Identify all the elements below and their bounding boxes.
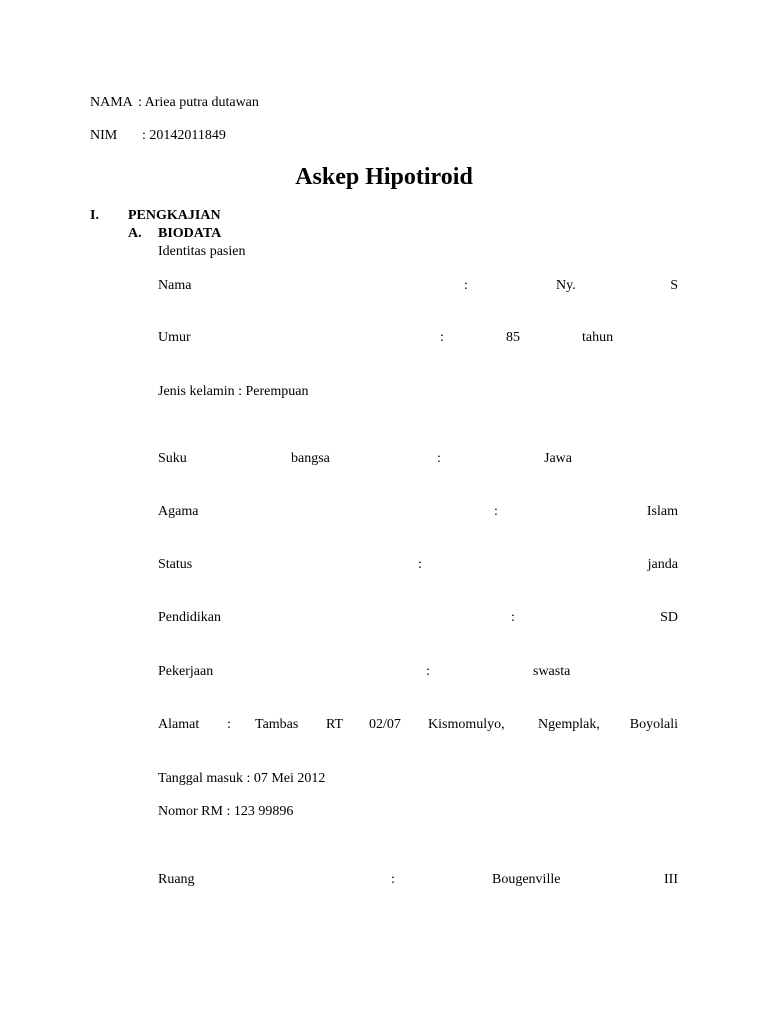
field-nama bbox=[158, 279, 678, 295]
field-value-2: III bbox=[664, 872, 678, 887]
field-label: Agama bbox=[158, 504, 199, 519]
subsection-number: A. bbox=[128, 226, 142, 241]
field-label: Ruang bbox=[158, 872, 195, 887]
field-label-2: bangsa bbox=[291, 451, 330, 466]
field-value: Ny. bbox=[556, 278, 576, 293]
field-agama bbox=[158, 505, 678, 521]
field-value: janda bbox=[647, 557, 678, 572]
student-id-label: NIM bbox=[90, 128, 118, 143]
field-nomor-rm bbox=[158, 805, 678, 821]
field-label: Suku bbox=[158, 451, 187, 466]
field-label: Nama bbox=[158, 278, 192, 293]
field-umur bbox=[158, 331, 678, 347]
address-word: Ngemplak, bbox=[538, 717, 600, 732]
field-value: 85 bbox=[506, 330, 520, 345]
field-separator: : bbox=[511, 610, 515, 625]
address-word: 02/07 bbox=[369, 717, 401, 732]
field-text: Tanggal masuk : 07 Mei 2012 bbox=[158, 771, 326, 786]
field-value-2: S bbox=[670, 278, 678, 293]
address-word: Tambas bbox=[255, 717, 299, 732]
address-word: RT bbox=[326, 717, 344, 732]
field-ruang bbox=[158, 873, 678, 889]
student-name-label: NAMA bbox=[90, 95, 133, 110]
student-id-value: : 20142011849 bbox=[142, 128, 226, 143]
section-number: I. bbox=[90, 208, 99, 223]
field-status bbox=[158, 558, 678, 574]
field-alamat bbox=[158, 718, 678, 734]
field-text: Jenis kelamin : Perempuan bbox=[158, 384, 309, 399]
field-label: Pekerjaan bbox=[158, 664, 214, 679]
field-separator: : bbox=[426, 664, 430, 679]
page-title: Askep Hipotiroid bbox=[295, 164, 473, 190]
field-label: Umur bbox=[158, 330, 191, 345]
field-separator: : bbox=[227, 717, 231, 732]
field-value: SD bbox=[660, 610, 678, 625]
field-label: Pendidikan bbox=[158, 610, 221, 625]
field-pekerjaan bbox=[158, 665, 678, 681]
field-tanggal-masuk bbox=[158, 772, 678, 788]
field-unit: tahun bbox=[582, 330, 614, 345]
subsection-heading: BIODATA bbox=[158, 226, 222, 241]
field-value: Jawa bbox=[544, 451, 572, 466]
field-label: Status bbox=[158, 557, 193, 572]
student-name-value: : Ariea putra dutawan bbox=[138, 95, 259, 110]
field-suku-bangsa bbox=[158, 452, 678, 468]
field-separator: : bbox=[418, 557, 422, 572]
field-separator: : bbox=[464, 278, 468, 293]
section-heading: PENGKAJIAN bbox=[128, 208, 221, 223]
field-separator: : bbox=[494, 504, 498, 519]
field-separator: : bbox=[437, 451, 441, 466]
field-text: Nomor RM : 123 99896 bbox=[158, 804, 294, 819]
field-pendidikan bbox=[158, 611, 678, 627]
field-value: swasta bbox=[533, 664, 571, 679]
subsection-caption: Identitas pasien bbox=[158, 244, 246, 259]
field-separator: : bbox=[440, 330, 444, 345]
field-label: Alamat bbox=[158, 717, 200, 732]
address-word: Kismomulyo, bbox=[428, 717, 505, 732]
address-word: Boyolali bbox=[629, 717, 678, 732]
field-jenis-kelamin bbox=[158, 385, 678, 401]
field-value: Bougenville bbox=[492, 872, 561, 887]
field-value: Islam bbox=[646, 504, 678, 519]
field-separator: : bbox=[391, 872, 395, 887]
